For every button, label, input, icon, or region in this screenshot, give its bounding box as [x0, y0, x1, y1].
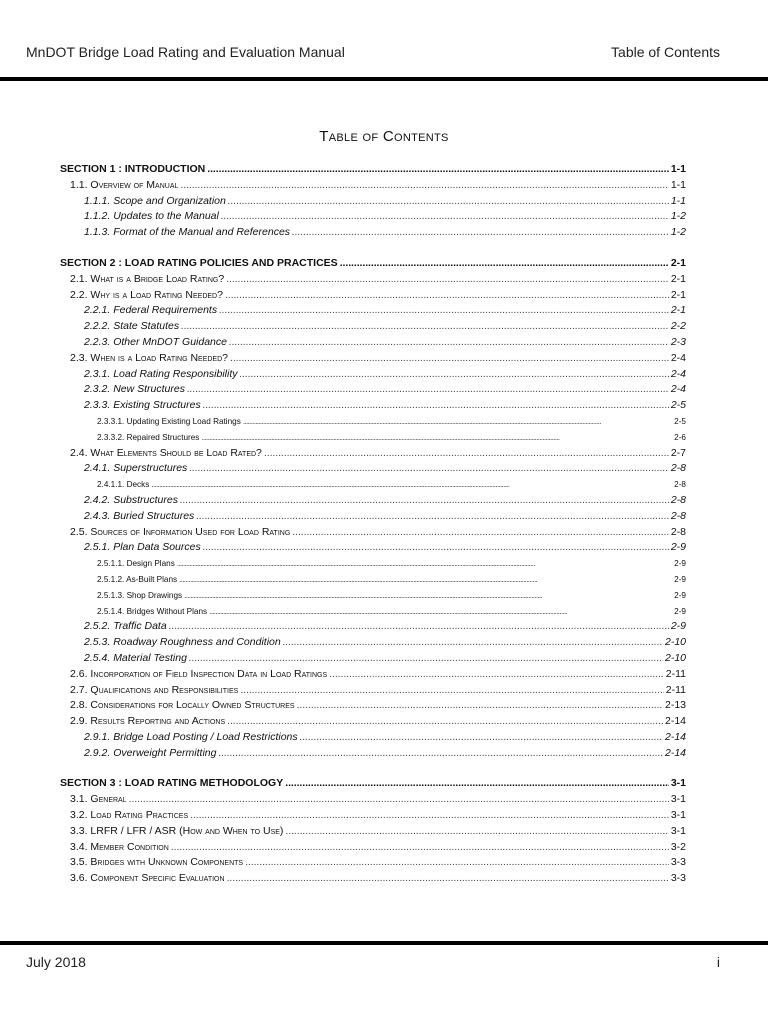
toc-entry-title: 3.2. Load Rating Practices	[70, 809, 189, 822]
toc-section-entry[interactable]	[60, 162, 686, 178]
toc-entry[interactable]	[60, 382, 686, 398]
toc-entry[interactable]	[60, 525, 686, 541]
footer-date: July 2018	[26, 954, 86, 970]
toc-leader-dots	[189, 461, 669, 477]
toc-entry-page: 2-14	[664, 746, 686, 759]
toc-entry-page: 1-2	[670, 226, 686, 239]
footer-rule	[0, 941, 768, 945]
toc-entry-page: 2-7	[670, 446, 686, 459]
toc-entry[interactable]	[60, 792, 686, 808]
toc-entry-page: 2-8	[674, 480, 686, 490]
toc-leader-dots	[243, 414, 672, 430]
toc-leader-dots	[226, 272, 669, 288]
toc-entry-page: 2-9	[674, 574, 686, 584]
toc-entry-page: 2-1	[670, 256, 686, 269]
toc-section-entry[interactable]	[60, 776, 686, 792]
toc-entry-title: 2.5. Sources of Information Used for Load Rating	[70, 525, 291, 538]
toc-entry-title: 2.4.2. Substructures	[84, 493, 178, 506]
toc-leader-dots	[264, 446, 669, 462]
toc-entry-page: 3-1	[670, 793, 686, 806]
toc-entry-title: 2.3.1. Load Rating Responsibility	[84, 367, 238, 380]
toc-entry[interactable]	[60, 604, 686, 620]
toc-entry-title: 3.3. LRFR / LFR / ASR (How and When to Use)	[70, 824, 284, 837]
toc-leader-dots	[179, 572, 672, 588]
toc-leader-dots	[229, 335, 669, 351]
toc-leader-dots	[184, 588, 672, 604]
toc-leader-dots	[297, 698, 663, 714]
page-title: Table of Contents	[319, 128, 449, 145]
toc-entry[interactable]	[60, 194, 686, 210]
toc-entry-title: 2.1. What is a Bridge Load Rating?	[70, 272, 225, 285]
toc-entry[interactable]	[60, 209, 686, 225]
toc-entry[interactable]	[60, 808, 686, 824]
toc-entry-page: 2-1	[670, 272, 686, 285]
toc-leader-dots	[181, 319, 669, 335]
toc-entry-title: 2.4.1.1. Decks	[97, 480, 150, 490]
toc-entry[interactable]	[60, 272, 686, 288]
header-manual-title: MnDOT Bridge Load Rating and Evaluation Manual	[26, 44, 345, 60]
toc-entry-page: 2-13	[664, 699, 686, 712]
toc-entry-title: 2.9.1. Bridge Load Posting / Load Restrictions	[84, 730, 298, 743]
toc-entry-page: 2-8	[670, 493, 686, 506]
toc-entry-title: 2.3. When is a Load Rating Needed?	[70, 351, 228, 364]
toc-entry-title: 2.9.2. Overweight Permitting	[84, 746, 217, 759]
toc-leader-dots	[180, 493, 669, 509]
toc-entry-title: 2.5.3. Roadway Roughness and Condition	[84, 636, 281, 649]
toc-entry-title: 3.5. Bridges with Unknown Components	[70, 856, 244, 869]
toc-entry[interactable]	[60, 398, 686, 414]
toc-entry-page: 3-2	[670, 840, 686, 853]
toc-entry-page: 3-1	[670, 824, 686, 837]
toc-entry-page: 3-3	[670, 872, 686, 885]
toc-entry-page: 2-5	[670, 399, 686, 412]
toc-entry-page: 2-9	[670, 620, 686, 633]
toc-leader-dots	[228, 194, 669, 210]
toc-entry[interactable]	[60, 840, 686, 856]
toc-entry-title: 1.1.3. Format of the Manual and References	[84, 226, 291, 239]
toc-leader-dots	[189, 651, 663, 667]
toc-entry-page: 2-3	[670, 335, 686, 348]
toc-leader-dots	[219, 303, 669, 319]
toc-entry-page: 2-9	[670, 541, 686, 554]
toc-entry-title: 1.1. Overview of Manual	[70, 178, 179, 191]
toc-entry-page: 1-1	[670, 163, 686, 175]
toc-leader-dots	[225, 288, 669, 304]
toc-entry[interactable]	[60, 619, 686, 635]
toc-leader-dots	[285, 824, 668, 840]
toc-entry-title: 2.5.1.2. As-Built Plans	[97, 574, 178, 584]
toc-entry-page: 2-8	[670, 462, 686, 475]
toc-entry-title: 2.5.4. Material Testing	[84, 651, 187, 664]
toc-section-entry[interactable]	[60, 256, 686, 272]
toc-entry-page: 2-5	[674, 416, 686, 426]
toc-entry[interactable]	[60, 683, 686, 699]
toc-entry[interactable]	[60, 178, 686, 194]
toc-entry-title: 2.2.2. State Statutes	[84, 320, 180, 333]
toc-entry-title: 2.7. Qualifications and Responsibilities	[70, 683, 239, 696]
toc-leader-dots	[285, 776, 669, 792]
toc-entry-title: 2.3.3.1. Updating Existing Load Ratings	[97, 416, 241, 426]
toc-leader-dots	[196, 509, 669, 525]
toc-leader-dots	[190, 808, 669, 824]
toc-entry-page: 2-1	[670, 304, 686, 317]
toc-leader-dots	[230, 351, 669, 367]
toc-entry[interactable]	[60, 855, 686, 871]
toc-leader-dots	[180, 178, 668, 194]
toc-leader-dots	[329, 667, 664, 683]
toc-entry[interactable]	[60, 303, 686, 319]
toc-entry-page: 2-4	[670, 351, 686, 364]
toc-leader-dots	[187, 382, 669, 398]
toc-leader-dots	[300, 730, 663, 746]
toc-entry-page: 3-1	[670, 809, 686, 822]
section-gap	[60, 241, 686, 256]
toc-entry[interactable]	[60, 335, 686, 351]
toc-entry-title: 2.3.3.2. Repaired Structures	[97, 432, 200, 442]
toc-entry[interactable]	[60, 730, 686, 746]
toc-leader-dots	[151, 477, 672, 493]
toc-entry[interactable]	[60, 540, 686, 556]
toc-entry-title: 2.4.1. Superstructures	[84, 462, 188, 475]
toc-entry-title: 2.4. What Elements Should be Load Rated?	[70, 446, 262, 459]
toc-entry-title: 2.5.1.3. Shop Drawings	[97, 590, 183, 600]
toc-entry-title: 2.3.3. Existing Structures	[84, 399, 201, 412]
toc-leader-dots	[221, 209, 669, 225]
toc-entry-title: SECTION 1 : INTRODUCTION	[60, 163, 206, 175]
toc-entry-page: 1-2	[670, 210, 686, 223]
toc-entry[interactable]	[60, 477, 686, 493]
toc-entry[interactable]	[60, 288, 686, 304]
toc-entry[interactable]	[60, 746, 686, 762]
toc-entry-title: 2.2. Why is a Load Rating Needed?	[70, 288, 223, 301]
toc-leader-dots	[240, 367, 669, 383]
toc-leader-dots	[240, 683, 663, 699]
toc-entry-title: 2.5.1.4. Bridges Without Plans	[97, 606, 208, 616]
toc-leader-dots	[201, 430, 672, 446]
toc-entry[interactable]	[60, 572, 686, 588]
toc-entry[interactable]	[60, 667, 686, 683]
toc-entry-title: 2.9. Results Reporting and Actions	[70, 715, 226, 728]
header-section-title: Table of Contents	[611, 44, 720, 60]
toc-entry[interactable]	[60, 714, 686, 730]
toc-leader-dots	[340, 256, 669, 272]
toc-leader-dots	[292, 525, 669, 541]
toc-leader-dots	[171, 840, 669, 856]
toc-leader-dots	[245, 855, 669, 871]
toc-leader-dots	[207, 162, 669, 178]
toc-entry-page: 2-9	[674, 559, 686, 569]
toc-entry-title: 1.1.2. Updates to the Manual	[84, 210, 219, 223]
toc-entry-page: 2-6	[674, 432, 686, 442]
toc-entry[interactable]	[60, 446, 686, 462]
toc-leader-dots	[177, 556, 672, 572]
toc-leader-dots	[218, 746, 663, 762]
toc-entry-title: 2.2.3. Other MnDOT Guidance	[84, 335, 227, 348]
toc-entry-title: SECTION 3 : LOAD RATING METHODOLOGY	[60, 777, 284, 790]
toc-entry[interactable]	[60, 319, 686, 335]
toc-entry[interactable]	[60, 824, 686, 840]
toc-entry-page: 2-11	[665, 667, 686, 680]
page-footer	[26, 954, 720, 970]
toc-entry[interactable]	[60, 556, 686, 572]
toc-entry-page: 3-3	[670, 856, 686, 869]
toc-entry[interactable]	[60, 461, 686, 477]
page-header	[26, 44, 720, 60]
toc-leader-dots	[292, 225, 669, 241]
toc-entry[interactable]	[60, 635, 686, 651]
toc-entry[interactable]	[60, 651, 686, 667]
toc-leader-dots	[129, 792, 669, 808]
toc-leader-dots	[227, 714, 663, 730]
toc-entry[interactable]	[60, 414, 686, 430]
section-gap	[60, 761, 686, 776]
toc-entry-title: 2.8. Considerations for Locally Owned Structures	[70, 699, 295, 712]
toc-entry[interactable]	[60, 509, 686, 525]
toc-entry-page: 2-4	[670, 383, 686, 396]
toc-entry[interactable]	[60, 493, 686, 509]
toc-entry-title: 2.5.1. Plan Data Sources	[84, 541, 201, 554]
toc-entry-title: 2.5.1.1. Design Plans	[97, 559, 175, 569]
toc-entry-title: 3.1. General	[70, 793, 127, 806]
footer-page-number: i	[716, 954, 720, 970]
toc-entry-title: 2.4.3. Buried Structures	[84, 509, 195, 522]
toc-entry-page: 2-2	[670, 320, 686, 333]
toc-entry-title: 3.4. Member Condition	[70, 840, 169, 853]
toc-entry-page: 2-1	[670, 288, 686, 301]
toc-entry-page: 2-14	[664, 715, 686, 728]
toc-leader-dots	[203, 540, 669, 556]
toc-entry-page: 2-14	[664, 730, 686, 743]
toc-entry[interactable]	[60, 367, 686, 383]
toc-entry-page: 2-10	[664, 651, 686, 664]
toc-leader-dots	[203, 398, 669, 414]
toc-entry[interactable]	[60, 871, 686, 887]
table-of-contents	[60, 162, 686, 887]
toc-entry-title: 2.2.1. Federal Requirements	[84, 304, 218, 317]
toc-leader-dots	[283, 635, 663, 651]
toc-leader-dots	[169, 619, 669, 635]
toc-entry-title: 1.1.1. Scope and Organization	[84, 194, 226, 207]
toc-entry[interactable]	[60, 351, 686, 367]
toc-entry-page: 2-10	[664, 636, 686, 649]
toc-entry-page: 2-8	[670, 509, 686, 522]
toc-entry-title: 2.3.2. New Structures	[84, 383, 185, 396]
toc-entry-page: 2-9	[674, 606, 686, 616]
toc-entry-page: 1-1	[670, 194, 686, 207]
toc-entry[interactable]	[60, 698, 686, 714]
header-rule	[0, 77, 768, 81]
toc-entry[interactable]	[60, 225, 686, 241]
toc-leader-dots	[227, 871, 669, 887]
toc-entry-title: 3.6. Component Specific Evaluation	[70, 872, 225, 885]
toc-entry[interactable]	[60, 588, 686, 604]
toc-entry-title: 2.5.2. Traffic Data	[84, 620, 167, 633]
toc-entry-page: 2-11	[665, 683, 686, 696]
toc-entry-title: 2.6. Incorporation of Field Inspection Data in Load Ratings	[70, 667, 328, 680]
toc-entry-page: 2-8	[670, 525, 686, 538]
toc-entry-page: 2-4	[670, 367, 686, 380]
toc-entry-page: 3-1	[670, 777, 686, 790]
toc-entry-page: 2-9	[674, 590, 686, 600]
toc-entry[interactable]	[60, 430, 686, 446]
toc-entry-title: SECTION 2 : LOAD RATING POLICIES AND PRACTICES	[60, 256, 338, 269]
toc-entry-page: 1-1	[670, 178, 686, 191]
toc-leader-dots	[209, 604, 672, 620]
